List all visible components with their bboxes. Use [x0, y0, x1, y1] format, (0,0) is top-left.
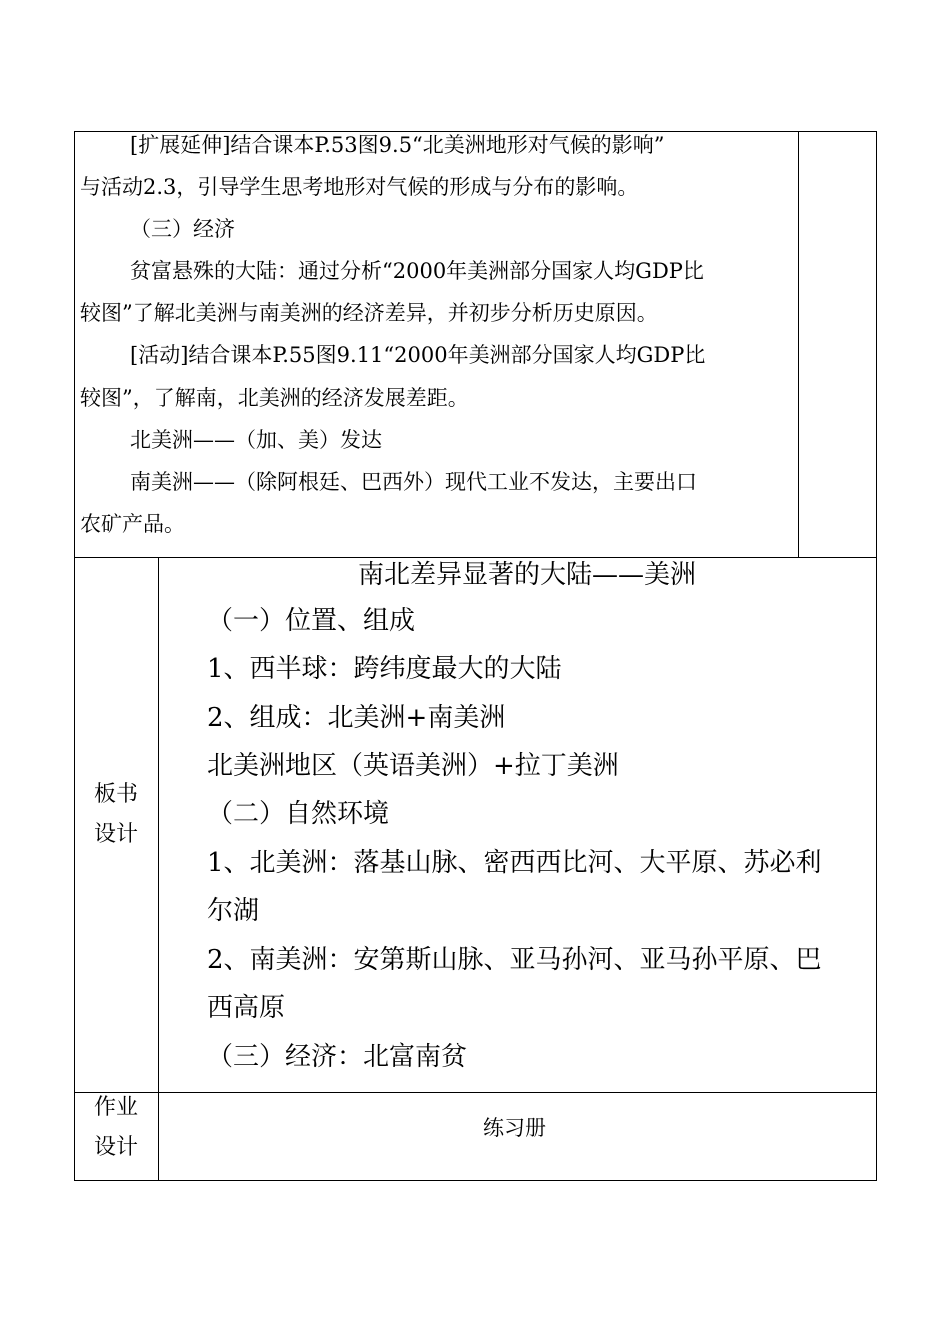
homework-label: 设计: [94, 1135, 139, 1160]
row-divider-board: [74, 557, 877, 558]
text-line: 北美洲——（加、美）发达: [130, 428, 382, 452]
board-line: 西高原: [207, 993, 286, 1023]
board-line: （二）自然环境: [207, 799, 390, 829]
board-line: 尔湖: [207, 896, 260, 926]
board-design-label: 板书: [94, 782, 139, 807]
board-line: 北美洲地区（英语美洲）+拉丁美洲: [207, 751, 619, 781]
text-line: 农矿产品。: [80, 512, 185, 536]
board-line: 2、组成：北美洲+南美洲: [207, 703, 506, 733]
board-title: 南北差异显著的大陆——美洲: [358, 560, 697, 590]
text-line: [活动]结合课本P.55图9.11“2000年美洲部分国家人均GDP比: [130, 343, 706, 367]
text-line: [扩展延伸]结合课本P.53图9.5“北美洲地形对气候的影响”: [130, 133, 665, 157]
text-line: 与活动2.3，引导学生思考地形对气候的形成与分布的影响。: [80, 175, 639, 199]
board-line: （三）经济：北富南贫: [207, 1042, 468, 1072]
section-heading: （三）经济: [130, 217, 235, 241]
board-line: 1、西半球：跨纬度最大的大陆: [207, 654, 562, 684]
text-line: 较图”了解北美洲与南美洲的经济差异，并初步分析历史原因。: [80, 301, 658, 325]
homework-label: 作业: [94, 1095, 139, 1120]
text-line: 较图”，了解南，北美洲的经济发展差距。: [80, 386, 469, 410]
board-line: （一）位置、组成: [207, 606, 416, 636]
homework-content: 练习册: [483, 1116, 546, 1140]
board-line: 2、南美洲：安第斯山脉、亚马孙河、亚马孙平原、巴: [207, 945, 822, 975]
board-line: 1、北美洲：落基山脉、密西西比河、大平原、苏必利: [207, 848, 822, 878]
text-line: 南美洲——（除阿根廷、巴西外）现代工业不发达，主要出口: [130, 470, 697, 494]
text-line: 贫富悬殊的大陆：通过分析“2000年美洲部分国家人均GDP比: [130, 259, 704, 283]
row-divider-homework: [74, 1092, 877, 1093]
board-design-label: 设计: [94, 822, 139, 847]
column-divider-notes: [798, 131, 799, 558]
column-divider-labels: [158, 557, 159, 1181]
